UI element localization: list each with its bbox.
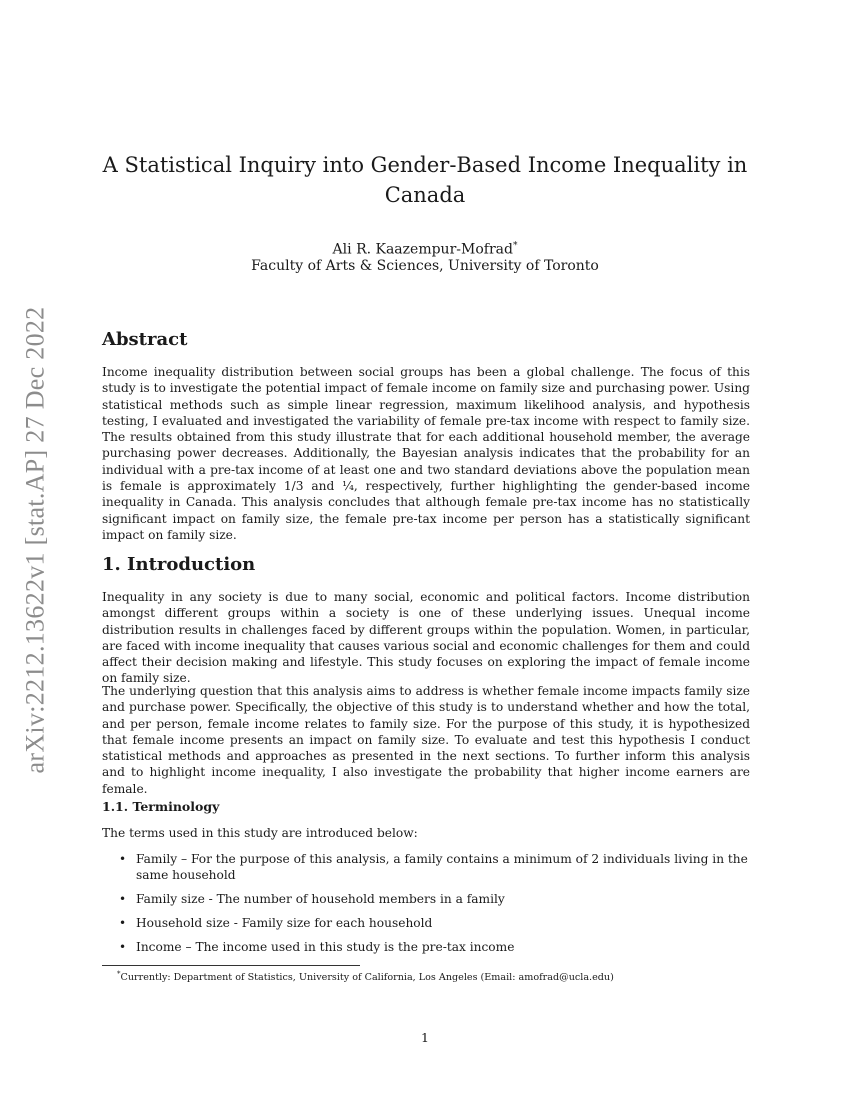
terminology-list [102,851,750,962]
paper-title: A Statistical Inquiry into Gender-Based Income Inequality in Canada [102,153,748,207]
author-affiliation: Faculty of Arts & Sciences, University of Toronto [251,258,599,274]
bullet-glyph: • [119,892,127,907]
introduction-paragraph-1: Inequality in any society is due to many social, economic and political factors. Income distribution amongst different groups within a society is one of these underlying issues. Unequal income distribution results in challenges faced by different groups within the population. Women, in particular, are faced with income inequality that causes various social and economic challenges for them and could affect their decision making and lifestyle. This study focuses on exploring the impact of female income on family size. [102,590,750,686]
list-item-text: Income – The income used in this study is the pre-tax income [136,939,515,954]
bullet-glyph: • [119,939,127,954]
footnote-mark: * [117,970,121,978]
list-item [102,915,750,931]
list-item-text: Household size - Family size for each household [136,915,433,930]
bullet-glyph: • [119,915,127,930]
author-name: Ali R. Kaazempur-Mofrad [332,241,513,258]
arxiv-stamp-text: arXiv:2212.13622v1 [stat.AP] 27 Dec 2022 [20,306,49,774]
list-item [102,891,750,907]
list-item [102,939,750,955]
abstract-text: Income inequality distribution between social groups has been a global challenge. The focus of this study is to investigate the potential impact of female income on family size and purchasing power. Using statistical methods such as simple linear regression, maximum likelihood analysis, and hypothesis testing, I evaluated and investigated the variability of female pre-tax income with respect to family size. The results obtained from this study illustrate that for each additional household member, the average purchasing power decreases. Additionally, the Bayesian analysis indicates that the probability for an individual with a pre-tax income of at least one and two standard deviations above the population mean is female is approximately 1/3 and ¼, respectively, further highlighting the gender-based income inequality in Canada. This analysis concludes that although female pre-tax income has no statistically significant impact on family size, the female pre-tax income per person has a statistically significant impact on family size. [102,365,750,542]
abstract-heading: Abstract [102,329,188,350]
introduction-heading: 1. Introduction [102,554,256,575]
list-item-text: Family – For the purpose of this analysis, a family contains a minimum of 2 individuals living in the same household [136,852,748,883]
footnote-rule [102,965,360,966]
list-item [102,851,750,884]
page-number: 1 [421,1030,429,1045]
terminology-intro: The terms used in this study are introduced below: [102,826,418,840]
bullet-glyph: • [119,852,127,866]
footnote-text: Currently: Department of Statistics, University of California, Los Angeles (Email: amofrad@ucla.edu) [120,972,614,984]
footnote [117,968,757,984]
list-item-text: Family size - The number of household members in a family [136,892,505,907]
arxiv-stamp [12,290,58,790]
terminology-heading: 1.1. Terminology [102,799,220,814]
introduction-paragraph-2: The underlying question that this analysis aims to address is whether female income impacts family size and purchase power. Specifically, the objective of this study is to understand whether and how the total, and per person, female income relates to family size. For the purpose of this study, it is hypothesized that female income presents an impact on family size. To evaluate and test this hypothesis I conduct statistical methods and approaches as presented in the next sections. To further inform this analysis and to highlight income inequality, I also investigate the probability that higher income earners are female. [102,684,750,796]
author-footnote-mark: * [512,241,518,251]
